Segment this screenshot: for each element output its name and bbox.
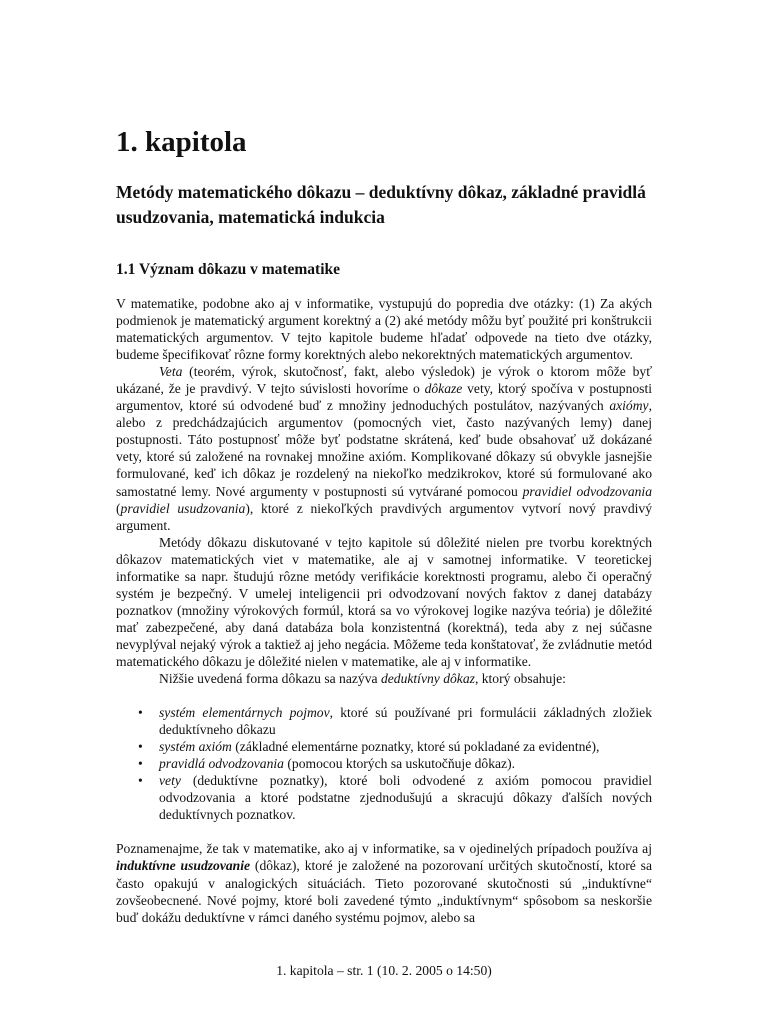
paragraph-induktivne: Poznamenajme, že tak v matematike, ako aj v informatike, sa v ojedinelých prípadoch používa aj induktívne usudzovanie (dôkaz), ktoré je založené na pozorovaní určitých skutočností, ktoré sa často opakujú v analogických situáciách. Tieto pozorované skutočnosti sú „induktívne“ zovšeobecnené. Nové pojmy, ktoré boli zavedené týmto „induktívnym“ spôsobom sa neskoršie buď dokážu deduktívne v rámci daného systému pojmov, alebo sa [116, 841, 652, 925]
paragraph-intro: V matematike, podobne ako aj v informatike, vystupujú do popredia dve otázky: (1) Za akých podmienok je matematický argument korektný a (2) aké metódy môžu byť použité pri konštrukcii matematických argumentov. V tejto kapitole budeme hľadať odpovede na tieto dve otázky, budeme špecifikovať rôzne formy korektných alebo nekorektných matematických argumentov. [116, 296, 652, 363]
page-footer: 1. kapitola – str. 1 (10. 2. 2005 o 14:50) [276, 963, 492, 978]
list-item: • systém axióm (základné elementárne poznatky, ktoré sú pokladané za evidentné), [138, 739, 600, 755]
chapter-title: 1. kapitola [116, 126, 247, 158]
list-item: • systém elementárnych pojmov, ktoré sú používané pri formulácii základných zložiek deduktívneho dôkazu [138, 705, 652, 738]
bullet-icon: • [138, 705, 143, 721]
list-item: • vety (deduktívne poznatky), ktoré boli odvodené z axióm pomocou pravidiel odvodzovania a ktoré podstatne zjednodušujú a skracujú dôkazy ďalších nových deduktívnych poznatkov. [138, 773, 652, 823]
section-title: 1.1 Význam dôkazu v matematike [116, 261, 341, 278]
bullet-icon: • [138, 756, 143, 772]
term-veta: Veta [159, 364, 183, 380]
term-axiomy: axiómy [609, 398, 649, 414]
chapter-subtitle: Metódy matematického dôkazu – deduktívny dôkaz, základné pravidlá usudzovania, matematická indukcia [116, 182, 646, 227]
body-text [116, 295, 652, 926]
bullet-icon: • [138, 773, 143, 789]
list-item: • pravidlá odvodzovania (pomocou ktorých sa uskutočňuje dôkaz). [138, 756, 516, 772]
paragraph-metody: Metódy dôkazu diskutované v tejto kapitole sú dôležité nielen pre tvorbu korektných dôkazov matematických viet v matematike, ale aj v samotnej informatike. V teoretickej informatike sa napr. študujú rôzne metódy verifikácie korektnosti programu, alebo či operačný systém je bezpečný. V umelej inteligencii pri odvodzovaní nových faktov z danej databázy poznatkov (množiny výrokových formúl, ktorá sa vo výrokovej logike nazýva teória) je dôležité mať zabezpečené, aby daná databáza bola konzistentná (korektná), teda aby z nej súčasne nevyplýval nejaký výrok a taktiež aj jeho negácia. Môžeme teda konštatovať, že zvládnutie metód matematického dôkazu je dôležité nielen v matematike, ale aj v informatike. [116, 534, 652, 669]
term-induktivne-usudzovanie: induktívne usudzovanie [116, 858, 251, 874]
paragraph-veta: Veta (teorém, výrok, skutočnosť, fakt, alebo výsledok) je výrok o ktorom môže byť ukázané, že je pravdivý. V tejto súvislosti hovoríme o dôkaze vety, ktorý spočíva v postupnosti argumentov, ktoré sú odvodené buď z množiny jednoduchých postulátov, nazývaných axiómy, alebo z predchádzajúcich argumentov (pomocných viet, často nazývaných lemy) danej postupnosti. Táto postupnosť môže byť podstatne skrátená, keď bude obsahovať už dokázané vety, ktoré sú založené na rovnakej množine axióm. Komplikované dôkazy sú obvykle jasnejšie formulované, keď ich dôkaz je rozdelený na niekoľko medzikrokov, ktoré sú formulované ako samostatné lemy. Nové argumenty v postupnosti sú vytvárané pomocou pravidiel odvodzovania (pravidiel usudzovania), ktoré z niekoľkých pravdivých argumentov vytvorí nový pravdivý argument. [116, 364, 653, 533]
term-deduktivny-dokaz: deduktívny dôkaz [380, 671, 475, 687]
bullet-icon: • [138, 739, 143, 755]
term-pravidiel-odvodzovania: pravidiel odvodzovania [522, 483, 652, 499]
paragraph-deduktivny: Nižšie uvedená forma dôkazu sa nazýva deduktívny dôkaz, ktorý obsahuje: [159, 671, 566, 687]
bullet-list [116, 704, 652, 823]
term-pravidiel-usudzovania: pravidiel usudzovania [120, 500, 246, 516]
term-dokaze: dôkaze [424, 381, 463, 397]
